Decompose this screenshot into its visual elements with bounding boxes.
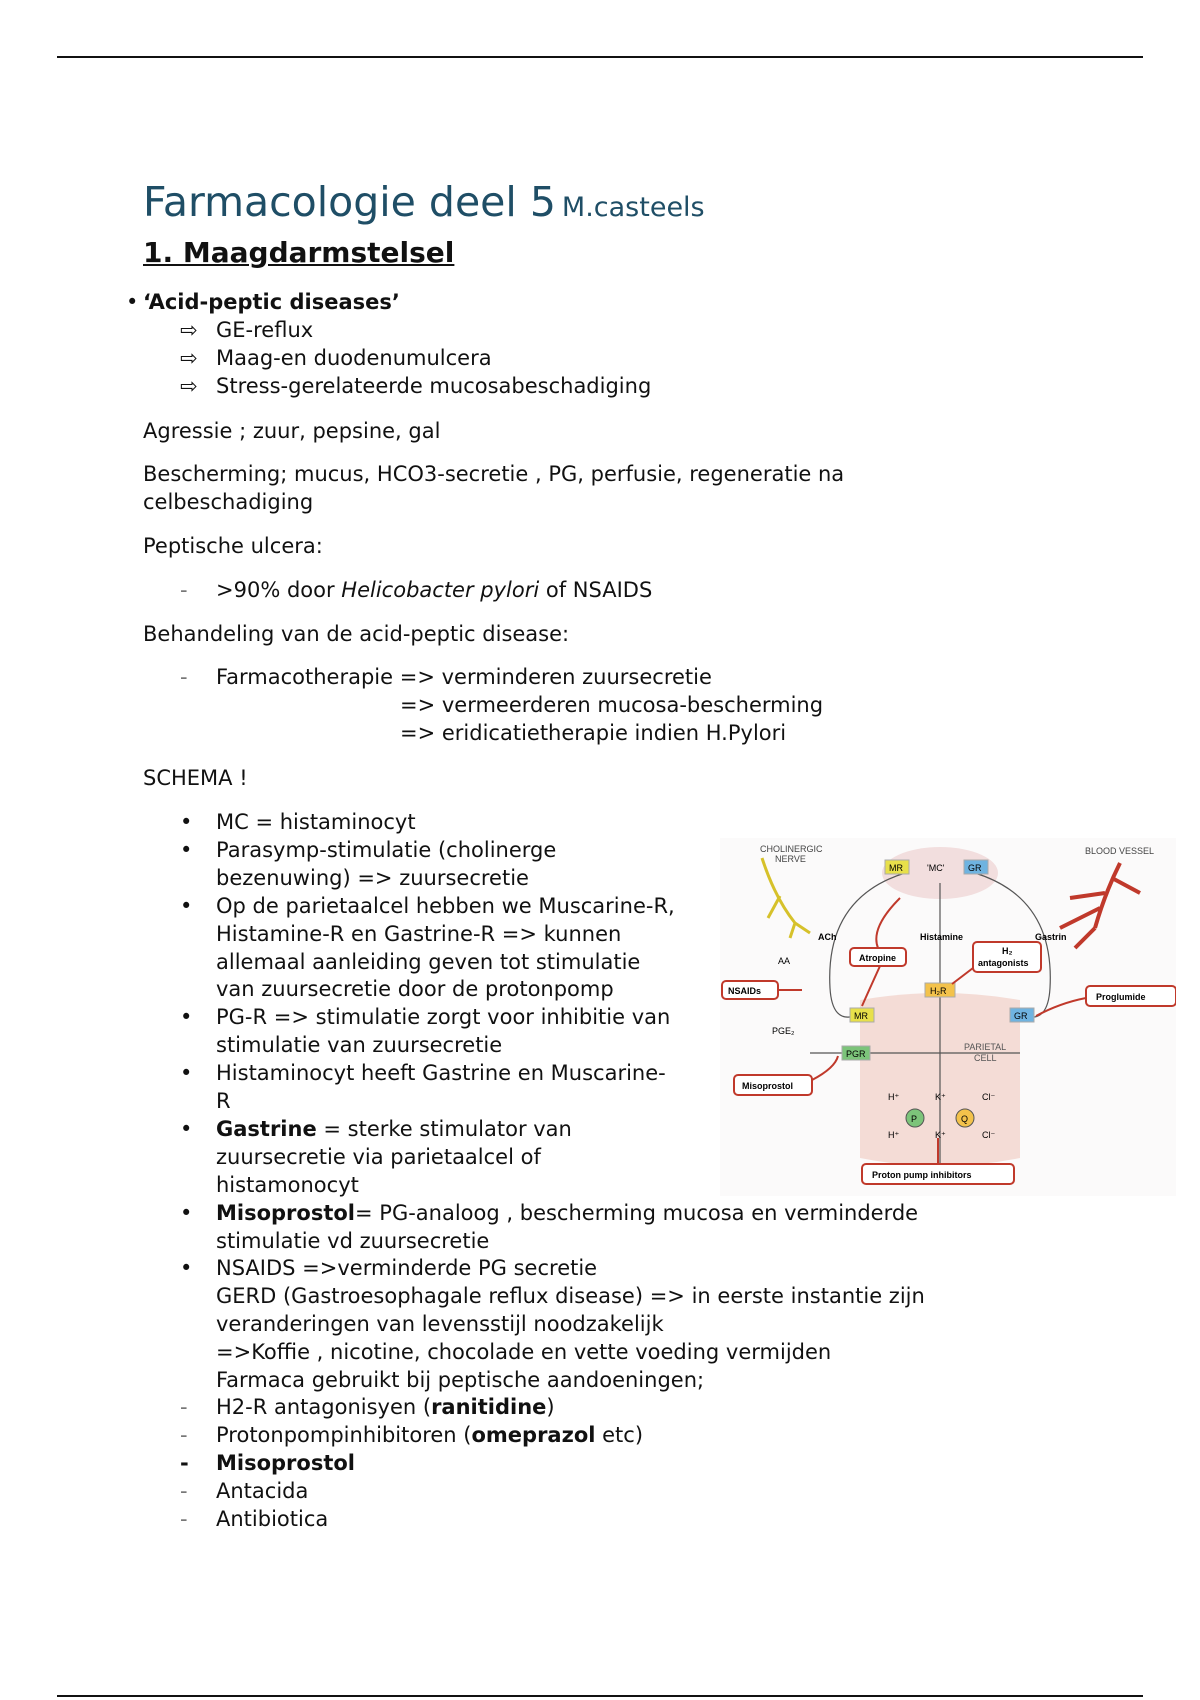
fig-label: H⁺ (888, 1092, 900, 1102)
bullet-text: Op de parietaalcel hebben we Muscarine-R, (216, 894, 675, 918)
farmaca-item: Antibiotica (216, 1507, 329, 1531)
farmaca-item: Protonpompinhibitoren (omeprazol etc) (216, 1423, 644, 1447)
bullet-text: MC = histaminocyt (216, 810, 416, 834)
farmaca-item: Antacida (216, 1479, 309, 1503)
bullet-dot: • (126, 290, 139, 314)
fig-label: H⁺ (888, 1130, 900, 1140)
dash-marker: - (180, 1423, 188, 1447)
bullet-text: stimulatie van zuursecretie (216, 1033, 503, 1057)
fig-label: GR (1014, 1011, 1028, 1021)
section-heading: 1. Maagdarmstelsel (143, 236, 455, 269)
farmacotherapie-line-2: => vermeerderen mucosa-bescherming (400, 693, 824, 717)
bullet-text: GERD (Gastroesophagale reflux disease) => in eerste instantie zijn (216, 1284, 925, 1308)
fig-label: P (911, 1114, 918, 1124)
fig-label: Misoprostol (742, 1081, 793, 1091)
bullet-text: Histamine-R en Gastrine-R => kunnen (216, 922, 622, 946)
dash-marker: - (180, 578, 188, 602)
page-title: Farmacologie deel 5 M.casteels (143, 178, 705, 226)
farmaca-item: Misoprostol (216, 1451, 356, 1475)
bullet-text: =>Koffie , nicotine, chocolade en vette voeding vermijden (216, 1340, 832, 1364)
fig-label: 'MC' (927, 863, 945, 873)
farmacotherapie-line-3: => eridicatietherapie indien H.Pylori (400, 721, 787, 745)
bullet-text: Gastrine = sterke stimulator van (216, 1117, 572, 1141)
fig-label: MR (889, 863, 903, 873)
dash-marker: - (180, 1395, 188, 1419)
fig-label: ACh (818, 932, 837, 942)
bottom-rule (57, 1695, 1143, 1697)
fig-label: H₂R (930, 986, 947, 996)
bullet-dot: • (180, 1061, 193, 1085)
farmaca-item: H2-R antagonisyen (ranitidine) (216, 1395, 555, 1419)
bullet-text: veranderingen van levensstijl noodzakelijk (216, 1312, 664, 1336)
paragraph-bescherming-cont: celbeschadiging (143, 490, 314, 514)
bullet-text: Parasymp-stimulatie (cholinerge (216, 838, 557, 862)
fig-label: Gastrin (1035, 932, 1067, 942)
dash-marker: - (180, 665, 188, 689)
bullet-text: allemaal aanleiding geven tot stimulatie (216, 950, 641, 974)
fig-label: PGR (846, 1049, 866, 1059)
paragraph-bescherming: Bescherming; mucus, HCO3-secretie , PG, perfusie, regeneratie na (143, 462, 845, 486)
author: M.casteels (561, 192, 705, 223)
fig-label: Proglumide (1096, 992, 1146, 1002)
bullet-text: zuursecretie via parietaalcel of (216, 1145, 541, 1169)
bullet-dot: • (180, 810, 193, 834)
bullet-text: Farmaca gebruikt bij peptische aandoeningen; (216, 1368, 705, 1392)
fig-label: antagonists (978, 958, 1029, 968)
bullet-dot: • (180, 838, 193, 862)
bullet-text: PG-R => stimulatie zorgt voor inhibitie van (216, 1005, 671, 1029)
fig-label: NSAIDs (728, 986, 762, 996)
fig-label: MR (854, 1011, 868, 1021)
fig-label: H₂ (1002, 946, 1013, 956)
fig-label: GR (968, 863, 982, 873)
arrow-icon: ⇨ (180, 346, 198, 370)
bullet-text: R (216, 1089, 231, 1113)
fig-label: K⁺ (935, 1130, 946, 1140)
helicobacter-line: >90% door Helicobacter pylori of NSAIDS (216, 578, 653, 602)
list-item: Stress-gerelateerde mucosabeschadiging (216, 374, 652, 398)
fig-label: Histamine (920, 932, 964, 942)
bullet-text: Misoprostol= PG-analoog , bescherming mucosa en verminderde (216, 1201, 919, 1225)
paragraph-peptische: Peptische ulcera: (143, 534, 323, 558)
fig-label: Proton pump inhibitors (872, 1170, 972, 1180)
arrow-icon: ⇨ (180, 374, 198, 398)
acid-peptic-label: ‘Acid-peptic diseases’ (143, 290, 400, 314)
fig-label: AA (778, 956, 791, 966)
top-rule (57, 56, 1143, 58)
bullet-text: Histaminocyt heeft Gastrine en Muscarine- (216, 1061, 666, 1085)
bullet-dot: • (180, 1256, 193, 1280)
bullet-dot: • (180, 1201, 193, 1225)
bullet-text: histamonocyt (216, 1173, 359, 1197)
arrow-icon: ⇨ (180, 318, 198, 342)
bullet-text: NSAIDS =>verminderde PG secretie (216, 1256, 598, 1280)
fig-label: Q (961, 1114, 969, 1124)
bullet-dot: • (180, 894, 193, 918)
fig-label: Cl⁻ (982, 1130, 996, 1140)
fig-label: CHOLINERGIC (760, 844, 823, 854)
farmacotherapie-line: Farmacotherapie => verminderen zuursecretie (216, 665, 712, 689)
acid-secretion-diagram (720, 838, 1176, 1196)
fig-label: CELL (974, 1053, 997, 1063)
fig-label: PARIETAL (964, 1042, 1007, 1052)
bullet-text: van zuursecretie door de protonpomp (216, 977, 614, 1001)
bullet-text: bezenuwing) => zuursecretie (216, 866, 529, 890)
schema-label: SCHEMA ! (143, 766, 248, 790)
fig-label: BLOOD VESSEL (1085, 846, 1155, 856)
fig-label: K⁺ (935, 1092, 946, 1102)
paragraph-behandeling: Behandeling van de acid-peptic disease: (143, 622, 570, 646)
dash-marker: - (180, 1479, 188, 1503)
fig-label: NERVE (775, 854, 806, 864)
bullet-dot: • (180, 1117, 193, 1141)
dash-marker: - (180, 1507, 188, 1531)
fig-label: Atropine (859, 953, 896, 963)
dash-marker: - (180, 1451, 189, 1475)
bullet-dot: • (180, 1005, 193, 1029)
bullet-text: stimulatie vd zuursecretie (216, 1229, 490, 1253)
fig-label: PGE₂ (772, 1026, 795, 1036)
paragraph-agressie: Agressie ; zuur, pepsine, gal (143, 419, 441, 443)
fig-label: Cl⁻ (982, 1092, 996, 1102)
list-item: Maag-en duodenumulcera (216, 346, 492, 370)
list-item: GE-reflux (216, 318, 314, 342)
